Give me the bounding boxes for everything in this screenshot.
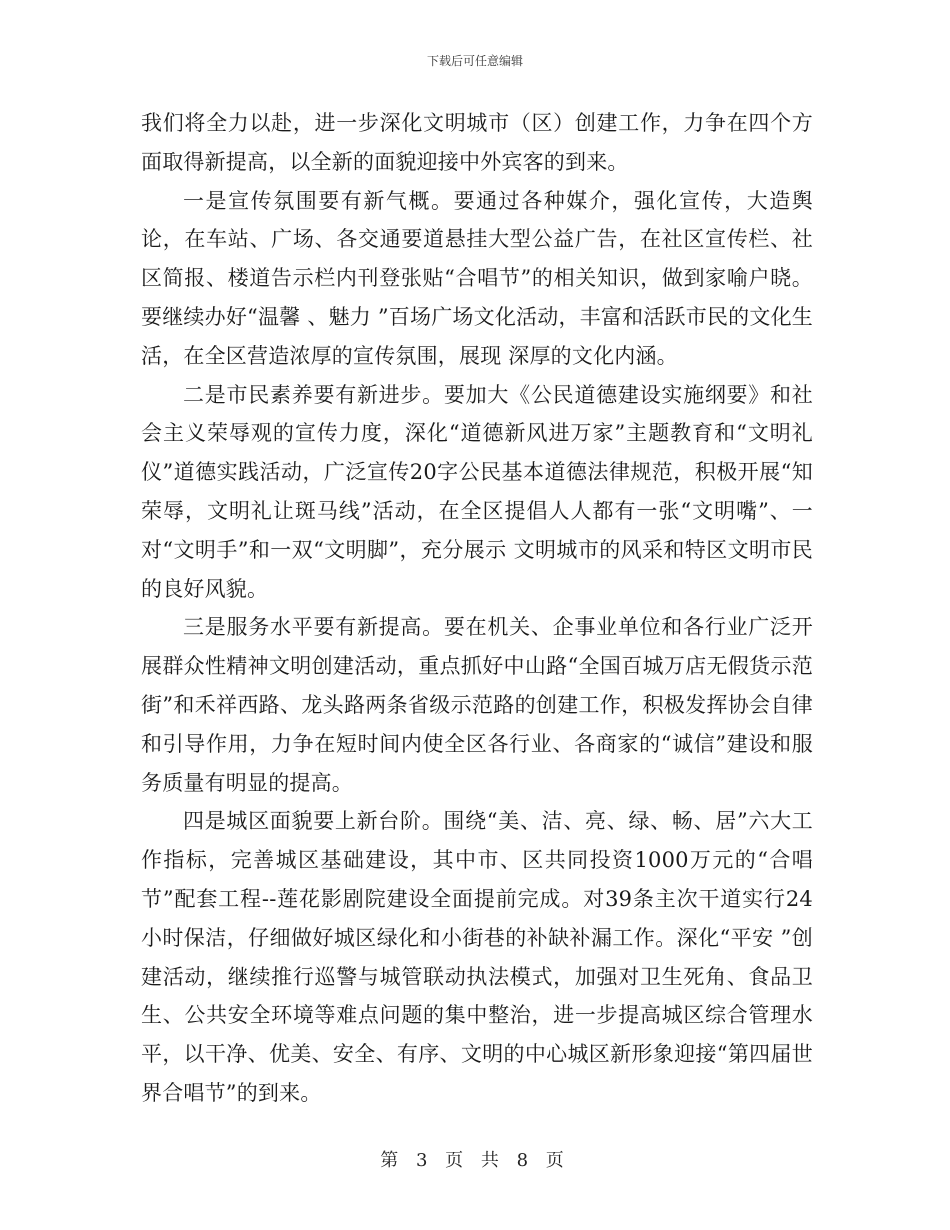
paragraph-citizen-quality: 二是市民素养要有新进步。要加大《公民道德建设实施纲要》和社会主义荣辱观的宣传力度，深化“道德新风进万家”主题教育和“文明礼仪”道德实践活动，广泛宣传20字公民基本道德法律规范，积极开展“知荣辱，文明礼让斑马线”活动，在全区提倡人人都有一张“文明嘴”、一对“文明手”和一双“文明脚”，充分展示 文明城市的风采和特区文明市民的良好风貌。 [141,382,813,601]
page-number: 第 3 页 共 8 页 [380,1150,570,1171]
header-note: 下载后可任意编辑 [426,54,523,68]
paragraph-publicity: 一是宣传氛围要有新气概。要通过各种媒介，强化宣传，大造舆论，在车站、广场、各交通要道悬挂大型公益广告，在社区宣传栏、社区简报、楼道告示栏内刊登张贴“合唱节”的相关知识，做到家喻户晓。要继续办好“温馨 、魅力 ”百场广场文化活动，丰富和活跃市民的文化生活，在全区营造浓厚的宣传氛围，展现 深厚的文化内涵。 [141,188,813,368]
document-body [141,104,813,1113]
paragraph-city-appearance: 四是城区面貌要上新台阶。围绕“美、洁、亮、绿、畅、居”六大工作指标，完善城区基础建设，其中市、区共同投资1000万元的“合唱节”配套工程--莲花影剧院建设全面提前完成。对39条主次干道实行24小时保洁，仔细做好城区绿化和小街巷的补缺补漏工作。深化“平安 ”创建活动，继续推行巡警与城管联动执法模式，加强对卫生死角、食品卫生、公共安全环境等难点问题的集中整治，进一步提高城区综合管理水平，以干净、优美、安全、有序、文明的中心城区新形象迎接“第四届世界合唱节”的到来。 [141,809,813,1105]
paragraph-service-level: 三是服务水平要有新提高。要在机关、企事业单位和各行业广泛开展群众性精神文明创建活动，重点抓好中山路“全国百城万店无假货示范街”和禾祥西路、龙头路两条省级示范路的创建工作，积极发挥协会自律和引导作用，力争在短时间内使全区各行业、各商家的“诚信”建设和服务质量有明显的提高。 [141,615,813,795]
paragraph-intro: 我们将全力以赴，进一步深化文明城市（区）创建工作，力争在四个方面取得新提高，以全新的面貌迎接中外宾客的到来。 [141,111,813,174]
